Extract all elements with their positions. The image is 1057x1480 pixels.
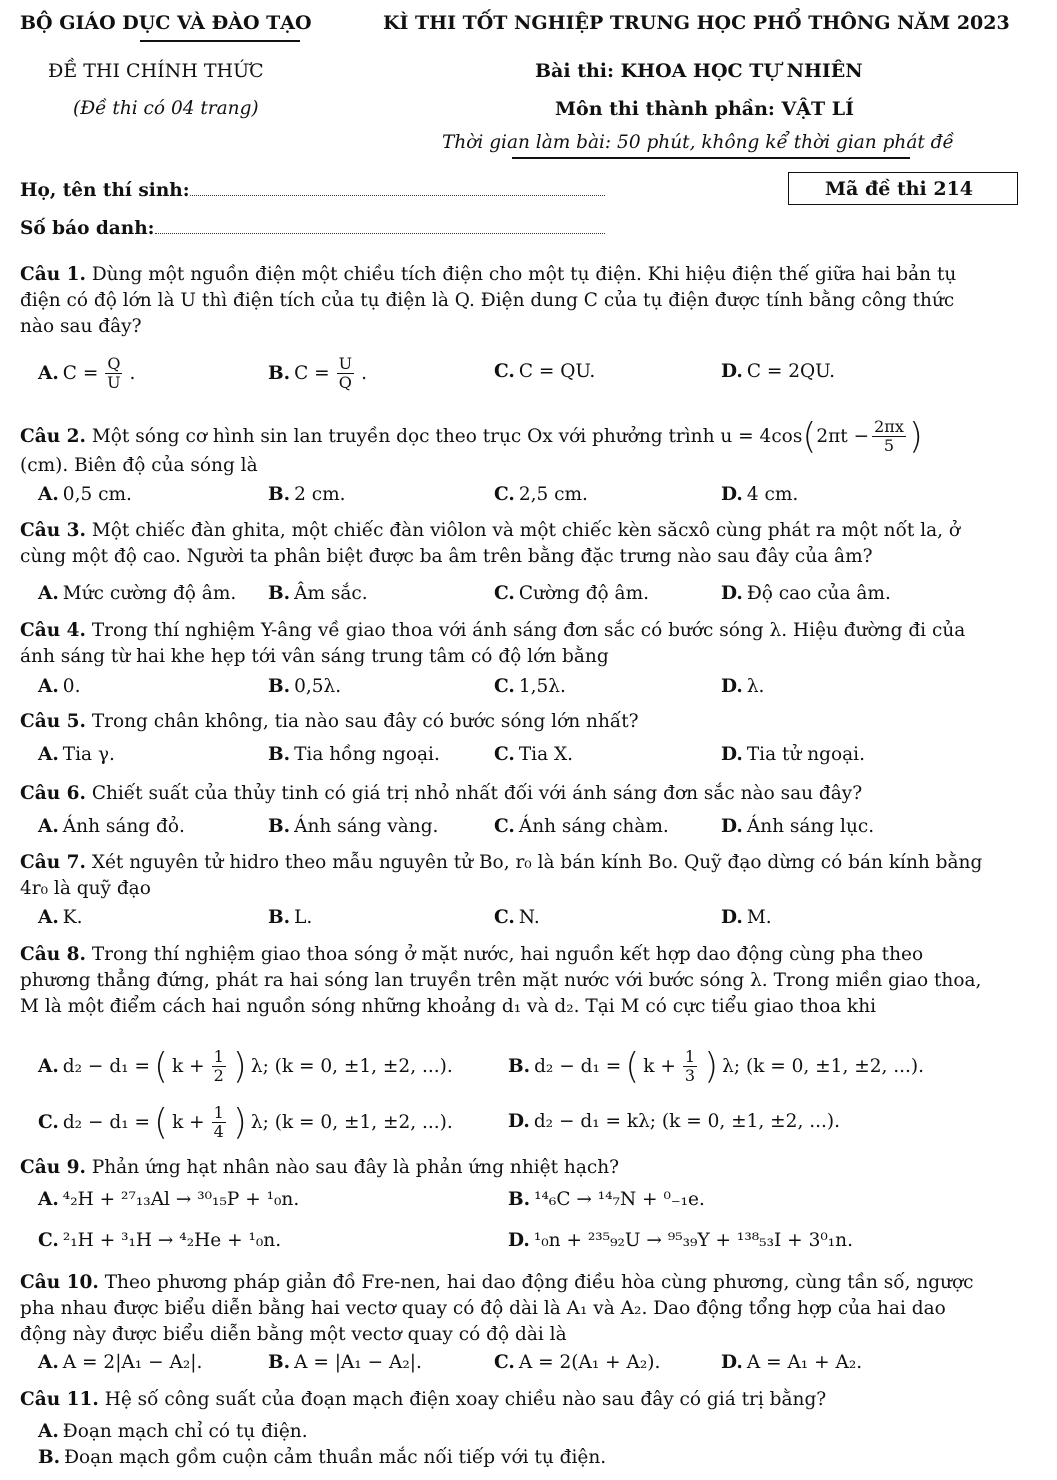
- option-b[interactable]: B. Ánh sáng vàng.: [268, 816, 439, 837]
- question-10: [20, 1270, 985, 1348]
- options-q3: [38, 583, 988, 611]
- option-b[interactable]: B. ¹⁴₆C → ¹⁴₇N + ⁰₋₁e.: [508, 1189, 705, 1210]
- options-q2: [38, 484, 988, 512]
- option-d[interactable]: D. M.: [721, 907, 772, 928]
- question-11: [20, 1387, 985, 1413]
- options-q10: [38, 1352, 988, 1380]
- question-text: Hệ số công suất của đoạn mạch điện xoay chiều nào sau đây có giá trị bằng?: [104, 1389, 827, 1410]
- question-2-cont: (cm). Biên độ của sóng là: [20, 455, 258, 476]
- option-b[interactable]: B. Tia hồng ngoại.: [268, 744, 440, 765]
- options-q11-b: [38, 1447, 988, 1475]
- option-d[interactable]: D. Ánh sáng lục.: [721, 816, 875, 837]
- option-a[interactable]: A. ⁴₂H + ²⁷₁₃Al → ³⁰₁₅P + ¹₀n.: [38, 1189, 300, 1210]
- option-d[interactable]: D. 4 cm.: [721, 484, 799, 505]
- fraction: $\frac{Q}{U}$: [107, 354, 121, 392]
- question-text: Chiết suất của thủy tinh có giá trị nhỏ nhất đối với ánh sáng đơn sắc nào sau đây?: [91, 783, 863, 804]
- option-c[interactable]: C. C = QU.: [494, 361, 596, 382]
- candidate-id-row: [20, 218, 605, 239]
- ministry-underline: [140, 40, 300, 42]
- candidate-name-label: Họ, tên thí sinh:: [20, 180, 190, 201]
- option-b[interactable]: B. 0,5λ.: [268, 676, 342, 697]
- option-a[interactable]: A. Đoạn mạch chỉ có tụ điện.: [38, 1421, 308, 1442]
- option-c[interactable]: C. Cường độ âm.: [494, 583, 650, 604]
- question-number: Câu 2.: [20, 426, 86, 447]
- option-a[interactable]: A. C = $\frac{Q}{U}$ .: [38, 354, 136, 392]
- question-6: [20, 781, 985, 807]
- question-number: Câu 11.: [20, 1389, 99, 1410]
- question-number: Câu 1.: [20, 264, 86, 285]
- exam-code: Mã đề thi 214: [825, 178, 974, 200]
- option-c[interactable]: C. Ánh sáng chàm.: [494, 816, 669, 837]
- option-b[interactable]: B. A = |A₁ − A₂|.: [268, 1352, 422, 1373]
- question-5: [20, 709, 985, 735]
- pages-note: (Đề thi có 04 trang): [73, 98, 259, 119]
- question-4: [20, 618, 985, 670]
- question-8: [20, 942, 985, 1020]
- question-number: Câu 10.: [20, 1272, 99, 1293]
- options-q6: [38, 816, 988, 844]
- question-text: Theo phương pháp giản đồ Fre-nen, hai dao động điều hòa cùng phương, cùng tần số, ngược pha nhau được biểu diễn bằng hai vectơ quay có độ dài là A₁ và A₂. Dao động tổng hợp của hai dao động này được biểu diễn bằng một vectơ quay có độ dài là: [20, 1272, 974, 1345]
- option-a[interactable]: A. Tia γ.: [38, 744, 115, 765]
- question-number: Câu 6.: [20, 783, 86, 804]
- fraction: $\frac{U}{Q}$: [338, 354, 353, 392]
- option-d[interactable]: D. Tia tử ngoại.: [721, 744, 865, 765]
- option-a[interactable]: A. Mức cường độ âm.: [38, 583, 237, 604]
- option-c[interactable]: C. A = 2(A₁ + A₂).: [494, 1352, 661, 1373]
- options-q4: [38, 676, 988, 704]
- option-a[interactable]: A. 0,5 cm.: [38, 484, 132, 505]
- options-q1: [38, 355, 988, 395]
- option-c[interactable]: C. 2,5 cm.: [494, 484, 588, 505]
- option-c[interactable]: C. ²₁H + ³₁H → ⁴₂He + ¹₀n.: [38, 1230, 282, 1251]
- question-9: [20, 1155, 985, 1181]
- question-number: Câu 7.: [20, 852, 86, 873]
- options-q11-a: [38, 1421, 988, 1449]
- option-b[interactable]: B. C = $\frac{U}{Q}$ .: [268, 354, 367, 392]
- option-c[interactable]: C. 1,5λ.: [494, 676, 566, 697]
- candidate-id-field[interactable]: [155, 233, 605, 234]
- option-c[interactable]: C. Tia X.: [494, 744, 574, 765]
- official-label: ĐỀ THI CHÍNH THỨC: [48, 60, 264, 82]
- component-line: Môn thi thành phần: VẬT LÍ: [555, 98, 855, 120]
- option-d[interactable]: D. λ.: [721, 676, 765, 697]
- exam-title: KÌ THI TỐT NGHIỆP TRUNG HỌC PHỔ THÔNG NĂM 2023: [383, 12, 1010, 34]
- question-number: Câu 4.: [20, 620, 86, 641]
- question-text: Trong thí nghiệm giao thoa sóng ở mặt nước, hai nguồn kết hợp dao động cùng pha theo phương thẳng đứng, phát ra hai sóng lan truyền trên mặt nước với bước sóng λ. Trong miền giao thoa, M là một điểm cách hai nguồn sóng những khoảng d₁ và d₂. Tại M có cực tiểu giao thoa khi: [20, 944, 982, 1017]
- option-d[interactable]: D. C = 2QU.: [721, 361, 835, 382]
- option-a[interactable]: A. Ánh sáng đỏ.: [38, 816, 185, 837]
- option-b[interactable]: B. Âm sắc.: [268, 583, 368, 604]
- time-line: Thời gian làm bài: 50 phút, không kể thời gian phát đề: [442, 132, 954, 153]
- question-3: [20, 518, 985, 570]
- option-b[interactable]: B. 2 cm.: [268, 484, 346, 505]
- option-c[interactable]: C. d₂ − d₁ = ( k + $\frac{1}{4}$ ) λ; (k = 0, ±1, ±2, ...).: [38, 1101, 453, 1143]
- option-a[interactable]: A. d₂ − d₁ = ( k + $\frac{1}{2}$ ) λ; (k = 0, ±1, ±2, ...).: [38, 1045, 453, 1087]
- option-d[interactable]: D. A = A₁ + A₂.: [721, 1352, 863, 1373]
- option-a[interactable]: A. K.: [38, 907, 83, 928]
- options-q7: [38, 907, 988, 935]
- question-text: Một sóng cơ hình sin lan truyền dọc theo trục Ox với phưởng trình: [91, 426, 715, 447]
- option-b[interactable]: B. d₂ − d₁ = ( k + $\frac{1}{3}$ ) λ; (k = 0, ±1, ±2, ...).: [508, 1045, 924, 1087]
- question-text: Trong chân không, tia nào sau đây có bước sóng lớn nhất?: [91, 711, 639, 732]
- question-text: Xét nguyên tử hidro theo mẫu nguyên tử Bo, r₀ là bán kính Bo. Quỹ đạo dừng có bán kính bằng 4r₀ là quỹ đạo: [20, 852, 983, 899]
- option-b[interactable]: B. L.: [268, 907, 313, 928]
- option-d[interactable]: D. d₂ − d₁ = kλ; (k = 0, ±1, ±2, ...).: [508, 1111, 840, 1132]
- question-text: Phản ứng hạt nhân nào sau đây là phản ứng nhiệt hạch?: [91, 1157, 620, 1178]
- question-text: Trong thí nghiệm Y-âng về giao thoa với ánh sáng đơn sắc có bước sóng λ. Hiệu đường đi của ánh sáng từ hai khe hẹp tới vân sáng trung tâm có độ lớn bằng: [20, 620, 966, 667]
- subject-line: Bài thi: KHOA HỌC TỰ NHIÊN: [535, 60, 863, 82]
- question-number: Câu 5.: [20, 711, 86, 732]
- candidate-name-row: [20, 180, 605, 201]
- option-d[interactable]: D. ¹₀n + ²³⁵₉₂U → ⁹⁵₃₉Y + ¹³⁸₅₃I + 3⁰₁n.: [508, 1230, 853, 1251]
- option-a[interactable]: A. 0.: [38, 676, 81, 697]
- options-q8-row2: [38, 1101, 988, 1148]
- question-number: Câu 9.: [20, 1157, 86, 1178]
- ministry-name: BỘ GIÁO DỤC VÀ ĐÀO TẠO: [20, 12, 312, 34]
- wave-formula: u = 4cos: [720, 426, 803, 447]
- option-a[interactable]: A. A = 2|A₁ − A₂|.: [38, 1352, 203, 1373]
- question-text: Một chiếc đàn ghita, một chiếc đàn viôlon và một chiếc kèn săcxô cùng phát ra một nốt la, ở cùng một độ cao. Người ta phân biệt được ba âm trên bằng đặc trưng nào sau đây của âm?: [20, 520, 961, 567]
- question-number: Câu 3.: [20, 520, 86, 541]
- question-2: Câu 2. Một sóng cơ hình sin lan truyền dọc theo trục Ox với phưởng trình u = 4cos ( 2πt − $\frac{2\pi x}{5}$ ): [20, 415, 923, 457]
- candidate-name-field[interactable]: [190, 195, 605, 196]
- option-c[interactable]: C. N.: [494, 907, 540, 928]
- options-q5: [38, 744, 988, 772]
- question-text: Dùng một nguồn điện một chiều tích điện cho một tụ điện. Khi hiệu điện thế giữa hai bản tụ điện có độ lớn là U thì điện tích của tụ điện là Q. Điện dung C của tụ điện được tính bằng công thức nào sau đây?: [20, 264, 957, 337]
- question-7: [20, 850, 985, 902]
- question-1: [20, 262, 985, 340]
- question-number: Câu 8.: [20, 944, 86, 965]
- options-q8-row1: [38, 1045, 988, 1092]
- time-underline: [512, 157, 910, 159]
- options-q9-row1: [38, 1189, 988, 1217]
- candidate-id-label: Số báo danh:: [20, 218, 155, 239]
- option-b[interactable]: B. Đoạn mạch gồm cuộn cảm thuần mắc nối tiếp với tụ điện.: [38, 1447, 607, 1468]
- option-d[interactable]: D. Độ cao của âm.: [721, 583, 891, 604]
- options-q9-row2: [38, 1230, 988, 1258]
